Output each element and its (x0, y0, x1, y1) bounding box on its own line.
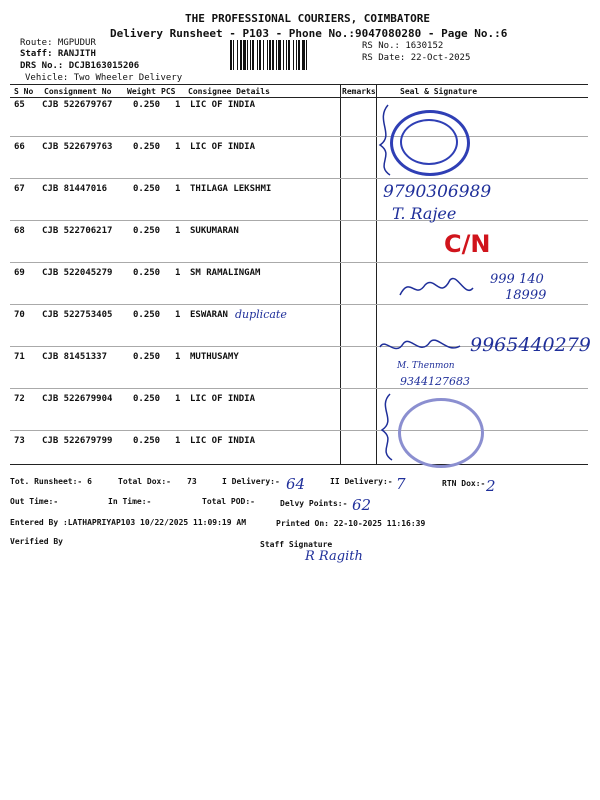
in-time-label: In Time:- (108, 497, 152, 506)
row-weight: 0.250 (133, 142, 161, 152)
rs-number: RS No.: 1630152 (362, 41, 444, 51)
row-weight: 0.250 (133, 394, 161, 404)
row-divider (10, 388, 588, 389)
col-weight: Weight (127, 87, 156, 96)
drs-label: DRS No.: DCJB163015206 (20, 61, 140, 71)
i-delivery-label: I Delivery:- (222, 477, 280, 486)
ii-delivery-label: II Delivery:- (330, 477, 393, 486)
row-pcs: 1 (175, 310, 181, 320)
total-dox-label: Total Dox:- (118, 477, 171, 486)
signature-scribble (372, 392, 402, 462)
handwritten-phone-67: 9790306989 (383, 182, 492, 202)
row-consignee: SM RAMALINGAM (190, 268, 261, 278)
row-sno: 72 (14, 394, 25, 404)
row-sno: 67 (14, 184, 25, 194)
row-consignment: CJB 522753405 (42, 310, 113, 320)
tot-runsheet: Tot. Runsheet:- 6 (10, 477, 92, 486)
vehicle-label: Vehicle: Two Wheeler Delivery (25, 73, 183, 83)
signature-scribble (370, 100, 400, 180)
row-consignee: LIC OF INDIA (190, 100, 256, 110)
runsheet-subtitle: Delivery Runsheet - P103 - Phone No.:9047080280 - Page No.:6 (110, 27, 508, 40)
row-pcs: 1 (175, 184, 181, 194)
row-consignee: ESWARAN (190, 310, 228, 320)
row-sno: 68 (14, 226, 25, 236)
row-weight: 0.250 (133, 226, 161, 236)
entered-by: Entered By :LATHAPRIYAP103 10/22/2025 11:09:19 AM (10, 518, 247, 527)
out-time-label: Out Time:- (10, 497, 59, 506)
row-consignee: MUTHUSAMY (190, 352, 239, 362)
staff-signature-label: Staff Signature (260, 540, 333, 549)
i-delivery-value: 64 (286, 475, 306, 493)
rtn-dox-value: 2 (486, 477, 496, 495)
table-header-border (10, 97, 588, 98)
row-pcs: 1 (175, 394, 181, 404)
row-pcs: 1 (175, 142, 181, 152)
row-consignment: CJB 522706217 (42, 226, 113, 236)
delvy-points-label: Delvy Points:- (280, 499, 348, 508)
row-consignment: CJB 522679763 (42, 142, 113, 152)
row-consignee: THILAGA LEKSHMI (190, 184, 272, 194)
col-remarks: Remarks (342, 87, 376, 96)
staff-label: Staff: RANJITH (20, 49, 96, 59)
company-seal-stamp-faded (398, 398, 484, 468)
col-pcs: PCS (161, 87, 176, 96)
handwritten-note-69b: 18999 (505, 288, 547, 303)
handwritten-phone2-71: 9344127683 (400, 375, 470, 388)
row-pcs: 1 (175, 352, 181, 362)
col-seal-signature: Seal & Signature (400, 87, 478, 96)
route-label: Route: MGPUDUR (20, 38, 96, 48)
row-pcs: 1 (175, 100, 181, 110)
row-divider (10, 304, 588, 305)
table-top-border (10, 84, 588, 85)
company-seal-inner (400, 119, 458, 165)
row-divider (10, 262, 588, 263)
rtn-dox-label: RTN Dox:- (442, 479, 486, 488)
handwritten-cn-mark: C/N (444, 230, 491, 258)
row-sno: 73 (14, 436, 25, 446)
company-title: THE PROFESSIONAL COURIERS, COIMBATORE (185, 12, 431, 25)
col-sno: S No (14, 87, 34, 96)
row-consignee: SUKUMARAN (190, 226, 239, 236)
row-consignment: CJB 522679904 (42, 394, 113, 404)
row-consignment: CJB 81447016 (42, 184, 108, 194)
row-pcs: 1 (175, 226, 181, 236)
col-consignee: Consignee Details (188, 87, 270, 96)
row-weight: 0.250 (133, 436, 161, 446)
handwritten-name-71: M. Thenmon (397, 361, 455, 371)
row-divider (10, 430, 588, 431)
handwritten-note-69a: 999 140 (490, 272, 544, 287)
row-weight: 0.250 (133, 310, 161, 320)
total-dox-value: 73 (187, 477, 197, 486)
row-sno: 65 (14, 100, 25, 110)
barcode (230, 40, 358, 70)
staff-signature: R Ragith (305, 549, 363, 564)
handwritten-remark-70: duplicate (235, 308, 287, 321)
row-consignee: LIC OF INDIA (190, 142, 256, 152)
row-weight: 0.250 (133, 352, 161, 362)
row-sno: 69 (14, 268, 25, 278)
delvy-points-value: 62 (352, 496, 372, 514)
verified-by-label: Verified By (10, 537, 63, 546)
rs-date: RS Date: 22-Oct-2025 (362, 53, 471, 63)
remarks-divider (340, 84, 341, 464)
ii-delivery-value: 7 (396, 475, 406, 493)
printed-on: Printed On: 22-10-2025 11:16:39 (276, 519, 426, 528)
handwritten-phone-71: 9965440279 (470, 334, 591, 356)
row-divider (10, 136, 588, 137)
total-pod-label: Total POD:- (202, 497, 255, 506)
row-sno: 66 (14, 142, 25, 152)
row-weight: 0.250 (133, 184, 161, 194)
col-consignment: Consignment No (44, 87, 112, 96)
row-sno: 71 (14, 352, 25, 362)
row-consignee: LIC OF INDIA (190, 436, 256, 446)
row-divider (10, 220, 588, 221)
row-consignment: CJB 522045279 (42, 268, 113, 278)
row-consignee: LIC OF INDIA (190, 394, 256, 404)
row-pcs: 1 (175, 436, 181, 446)
handwritten-signature-71 (375, 332, 465, 362)
row-divider (10, 178, 588, 179)
row-pcs: 1 (175, 268, 181, 278)
row-sno: 70 (14, 310, 25, 320)
row-consignment: CJB 522679767 (42, 100, 113, 110)
row-weight: 0.250 (133, 268, 161, 278)
handwritten-signature-69 (395, 270, 475, 310)
row-consignment: CJB 81451337 (42, 352, 108, 362)
row-consignment: CJB 522679799 (42, 436, 113, 446)
handwritten-name-67: T. Rajee (392, 204, 457, 223)
row-weight: 0.250 (133, 100, 161, 110)
table-bottom-border (10, 464, 588, 465)
